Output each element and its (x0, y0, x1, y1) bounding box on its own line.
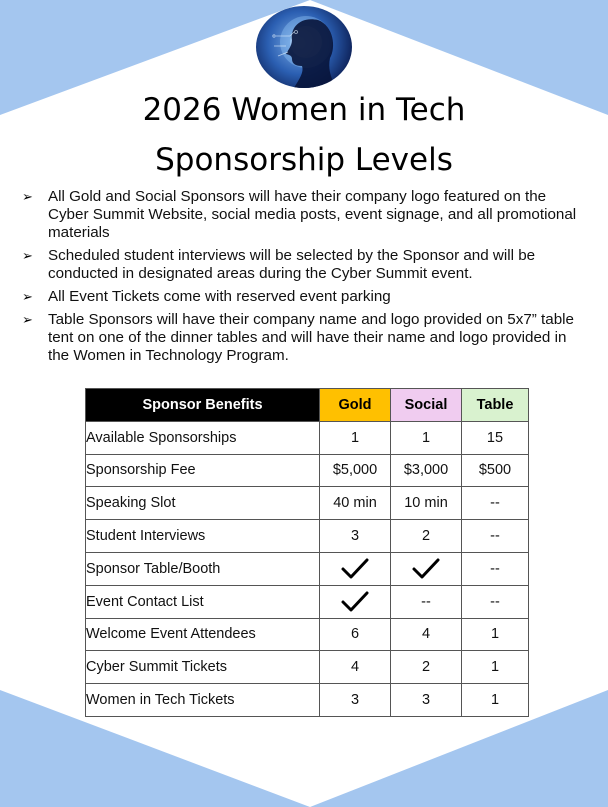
social-value: 10 min (391, 487, 462, 520)
benefit-name: Available Sponsorships (86, 421, 320, 454)
arrow-bullet-icon: ➢ (22, 312, 33, 327)
social-value (391, 552, 462, 585)
gold-value: 4 (320, 651, 391, 684)
gold-value: 1 (320, 421, 391, 454)
logo (256, 6, 352, 88)
table-body (86, 421, 529, 716)
bullet-text: All Gold and Social Sponsors will have their company logo featured on the Cyber Summit Website, social media posts, event signage, and all promotional materials (48, 188, 577, 241)
checkmark-icon (340, 590, 370, 614)
table-value: -- (462, 520, 529, 553)
table-value: 15 (462, 421, 529, 454)
table-row (86, 520, 529, 553)
table-row (86, 618, 529, 651)
table-value: $500 (462, 454, 529, 487)
header-table: Table (462, 389, 529, 422)
header-sponsor-benefits: Sponsor Benefits (86, 389, 320, 422)
gold-value: $5,000 (320, 454, 391, 487)
social-value: 4 (391, 618, 462, 651)
table-row (86, 684, 529, 717)
gold-value: 40 min (320, 487, 391, 520)
page-title-line-1: 2026 Women in Tech (142, 92, 466, 128)
benefit-name: Event Contact List (86, 585, 320, 618)
table-row (86, 552, 529, 585)
checkmark-icon (340, 557, 370, 581)
gold-value: 3 (320, 520, 391, 553)
table-value: -- (462, 585, 529, 618)
social-value: -- (391, 585, 462, 618)
table-value: -- (462, 487, 529, 520)
table-value: 1 (462, 684, 529, 717)
list-item (22, 288, 584, 306)
social-value: 3 (391, 684, 462, 717)
table-row (86, 585, 529, 618)
gold-value (320, 585, 391, 618)
benefit-name: Speaking Slot (86, 487, 320, 520)
list-item (22, 311, 584, 365)
social-value: $3,000 (391, 454, 462, 487)
table-row (86, 651, 529, 684)
table-value: 1 (462, 651, 529, 684)
table-row (86, 487, 529, 520)
header-social: Social (391, 389, 462, 422)
bullet-list (22, 188, 584, 370)
social-value: 2 (391, 520, 462, 553)
list-item (22, 247, 584, 283)
list-item (22, 188, 584, 242)
header-gold: Gold (320, 389, 391, 422)
benefit-name: Welcome Event Attendees (86, 618, 320, 651)
table-row (86, 421, 529, 454)
benefit-name: Sponsor Table/Booth (86, 552, 320, 585)
arrow-bullet-icon: ➢ (22, 189, 33, 204)
checkmark-icon (411, 557, 441, 581)
arrow-bullet-icon: ➢ (22, 289, 33, 304)
woman-profile-tech-icon (256, 6, 352, 88)
sponsorship-table (85, 388, 529, 717)
arrow-bullet-icon: ➢ (22, 248, 33, 263)
benefit-name: Cyber Summit Tickets (86, 651, 320, 684)
table-row (86, 454, 529, 487)
benefit-name: Women in Tech Tickets (86, 684, 320, 717)
table-value: -- (462, 552, 529, 585)
gold-value: 6 (320, 618, 391, 651)
benefit-name: Student Interviews (86, 520, 320, 553)
social-value: 1 (391, 421, 462, 454)
table-value: 1 (462, 618, 529, 651)
bullet-text: Scheduled student interviews will be selected by the Sponsor and will be conducted in designated areas during the Cyber Summit event. (48, 247, 536, 282)
bullet-text: All Event Tickets come with reserved event parking (48, 288, 391, 305)
table-header-row (86, 389, 529, 422)
page-title-line-2: Sponsorship Levels (155, 142, 453, 178)
benefit-name: Sponsorship Fee (86, 454, 320, 487)
gold-value (320, 552, 391, 585)
bullet-text: Table Sponsors will have their company name and logo provided on 5x7” table tent on one of the dinner tables and will have their name and logo provided in the Women in Technology Program. (48, 311, 574, 364)
social-value: 2 (391, 651, 462, 684)
gold-value: 3 (320, 684, 391, 717)
